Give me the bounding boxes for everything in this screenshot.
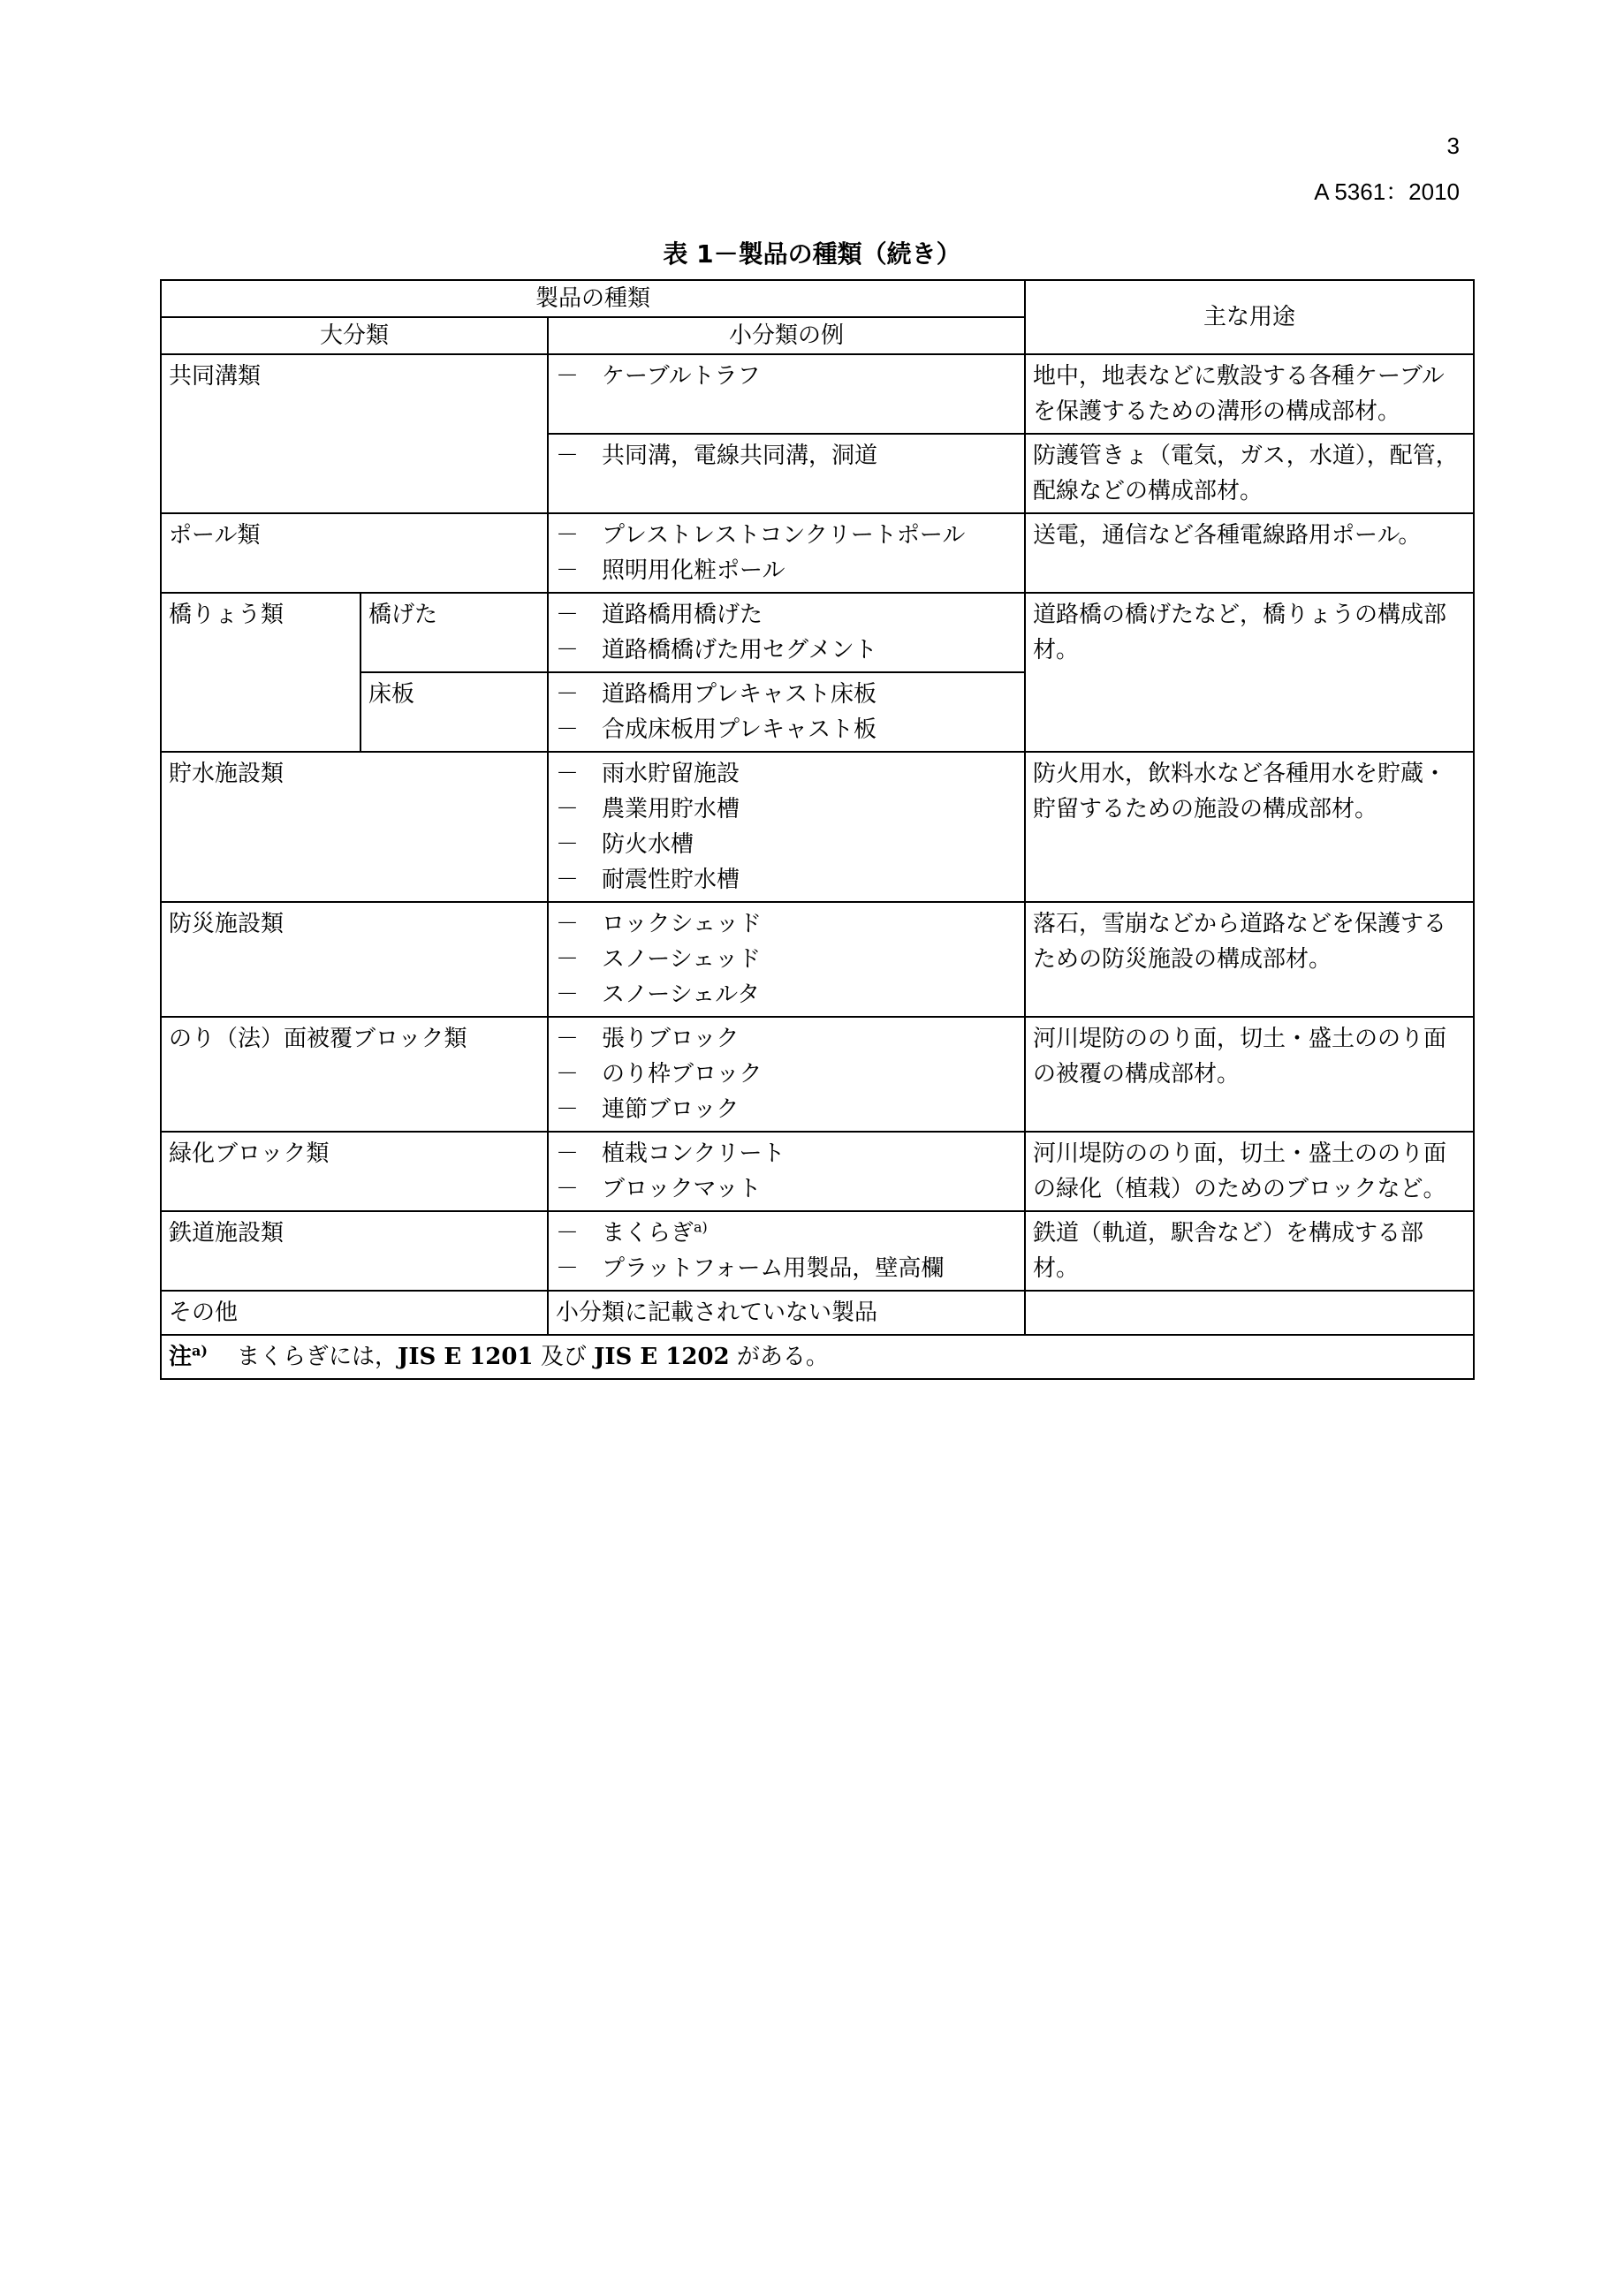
list-item: － 道路橋橋げた用セグメント — [556, 637, 877, 663]
list-item: － ロックシェッド — [556, 911, 762, 937]
list-item: － 連節ブロック — [556, 1096, 740, 1123]
standard-reference: JIS E 1202 — [594, 1344, 730, 1370]
usage-cell: 防火用水，飲料水など各種用水を貯蔵・貯留するための施設の構成部材。 — [1025, 752, 1474, 902]
major-category: 緑化ブロック類 — [161, 1132, 548, 1211]
footnote-marker: a) — [694, 1218, 708, 1236]
list-item: － 防火水槽 — [556, 831, 694, 858]
list-item: － 道路橋用橋げた — [556, 602, 763, 628]
header-row-1 — [161, 280, 1474, 317]
col-header-major: 大分類 — [161, 317, 548, 354]
col-header-usage: 主な用途 — [1025, 280, 1474, 354]
minor-examples — [548, 1132, 1025, 1211]
footnote-marker: a) — [192, 1342, 208, 1360]
list-item: － スノーシェッド — [556, 946, 762, 973]
standard-reference: JIS E 1201 — [398, 1344, 534, 1370]
minor-examples — [548, 902, 1025, 1017]
list-item: － 共同溝，電線共同溝，洞道 — [556, 443, 878, 469]
list-item: － 耐震性貯水槽 — [556, 867, 740, 893]
list-item: － ブロックマット — [556, 1176, 762, 1202]
note-row — [161, 1335, 1474, 1379]
major-category: その他 — [161, 1291, 548, 1335]
major-category: 鉄道施設類 — [161, 1211, 548, 1291]
list-item: － 植栽コンクリート — [556, 1140, 785, 1167]
col-header-minor: 小分類の例 — [548, 317, 1025, 354]
minor-examples — [548, 513, 1025, 593]
list-item: － スノーシェルタ — [556, 981, 761, 1008]
usage-cell: 地中，地表などに敷設する各種ケーブルを保護するための溝形の構成部材。 — [1025, 354, 1474, 434]
note-label: 注 — [169, 1344, 193, 1370]
list-item: － 照明用化粧ポール — [556, 557, 785, 584]
sub-category: 床板 — [360, 672, 548, 752]
minor-examples: 小分類に記載されていない製品 — [548, 1291, 1025, 1335]
table-note: 注$^{a)}$ まくらぎには，JIS E 1201 及び JIS E 1202 がある。 — [161, 1335, 1474, 1379]
list-item: － 張りブロック — [556, 1026, 740, 1052]
minor-examples — [548, 1211, 1025, 1291]
list-item: － 合成床板用プレキャスト板 — [556, 716, 877, 743]
minor-examples — [548, 354, 1025, 434]
list-item: － プラットフォーム用製品，壁高欄 — [556, 1255, 945, 1282]
list-item: － 道路橋用プレキャスト床板 — [556, 681, 877, 708]
usage-cell — [1025, 1291, 1474, 1335]
list-item: － プレストレストコンクリートポール — [556, 522, 966, 549]
page-number: 3 — [1446, 133, 1460, 159]
standard-number: A 5361：2010 — [1314, 178, 1460, 205]
table-row — [161, 902, 1474, 1017]
usage-cell: 落石，雪崩などから道路などを保護するための防災施設の構成部材。 — [1025, 902, 1474, 1017]
table-row — [161, 1017, 1474, 1132]
sub-category: 橋げた — [360, 593, 548, 672]
major-category: 共同溝類 — [161, 354, 548, 513]
table-row — [161, 593, 1474, 672]
table-row — [161, 1132, 1474, 1211]
col-header-product-type: 製品の種類 — [161, 280, 1025, 317]
minor-examples — [548, 752, 1025, 902]
product-type-table — [160, 279, 1475, 1380]
table-row — [161, 513, 1474, 593]
usage-cell: 送電，通信など各種電線路用ポール。 — [1025, 513, 1474, 593]
minor-examples — [548, 434, 1025, 513]
usage-cell: 鉄道（軌道，駅舎など）を構成する部材。 — [1025, 1211, 1474, 1291]
minor-examples — [548, 593, 1025, 672]
list-item: － 雨水貯留施設 — [556, 761, 740, 787]
list-item: － 農業用貯水槽 — [556, 796, 740, 822]
major-category: 貯水施設類 — [161, 752, 548, 902]
major-category: のり（法）面被覆ブロック類 — [161, 1017, 548, 1132]
list-item: － まくらぎ$^{a)}$ — [556, 1218, 708, 1247]
usage-cell: 防護管きょ（電気，ガス，水道），配管，配線などの構成部材。 — [1025, 434, 1474, 513]
major-category: 橋りょう類 — [161, 593, 360, 752]
usage-cell: 河川堤防ののり面，切土・盛土ののり面の被覆の構成部材。 — [1025, 1017, 1474, 1132]
major-category: 防災施設類 — [161, 902, 548, 1017]
minor-examples — [548, 1017, 1025, 1132]
table-row — [161, 1291, 1474, 1335]
table-row — [161, 354, 1474, 434]
list-item: － ケーブルトラフ — [556, 363, 761, 390]
major-category: ポール類 — [161, 513, 548, 593]
minor-examples — [548, 672, 1025, 752]
list-item: － のり枠ブロック — [556, 1061, 763, 1087]
table-title: 表 1－製品の種類（続き） — [663, 239, 961, 269]
table-row — [161, 752, 1474, 902]
usage-cell: 道路橋の橋げたなど，橋りょうの構成部材。 — [1025, 593, 1474, 752]
usage-cell: 河川堤防ののり面，切土・盛土ののり面の緑化（植栽）のためのブロックなど。 — [1025, 1132, 1474, 1211]
table-row — [161, 1211, 1474, 1291]
